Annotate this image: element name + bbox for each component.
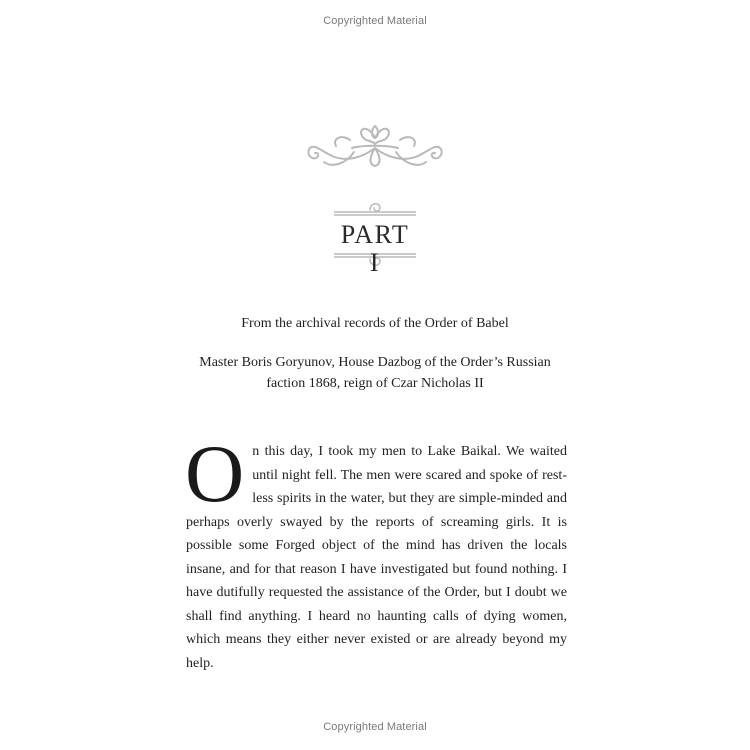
footer-copyright: Copyrighted Material bbox=[323, 721, 427, 733]
flourish-ornament-icon bbox=[302, 118, 448, 174]
part-title: PART I bbox=[340, 220, 410, 277]
body-paragraph bbox=[185, 428, 567, 675]
source-line: From the archival records of the Order of Babel bbox=[241, 316, 509, 331]
header-copyright: Copyrighted Material bbox=[323, 15, 427, 27]
attribution-line-2: faction 1868, reign of Czar Nicholas II bbox=[266, 376, 484, 391]
drop-cap: O bbox=[185, 428, 245, 519]
body-text: n this day, I took my men to Lake Baikal. We waited until night fell. The men were scared and spoke of restless spirits in the water, but they are simple-minded and perhaps overly swayed by the reports of screaming girls. It is possible some Forged object of the mind has driven the locals insane, and for that reason I have investigated but found nothing. I have dutifully requested the assistance of the Order, but I doubt we shall find anything. I heard no haunting calls of dying women, which means they either never existed or are already beyond my help. bbox=[186, 444, 567, 671]
attribution-line-1: Master Boris Goryunov, House Dazbog of the Order’s Russian bbox=[199, 355, 551, 370]
attribution bbox=[100, 352, 650, 394]
part-heading-block bbox=[334, 198, 416, 277]
